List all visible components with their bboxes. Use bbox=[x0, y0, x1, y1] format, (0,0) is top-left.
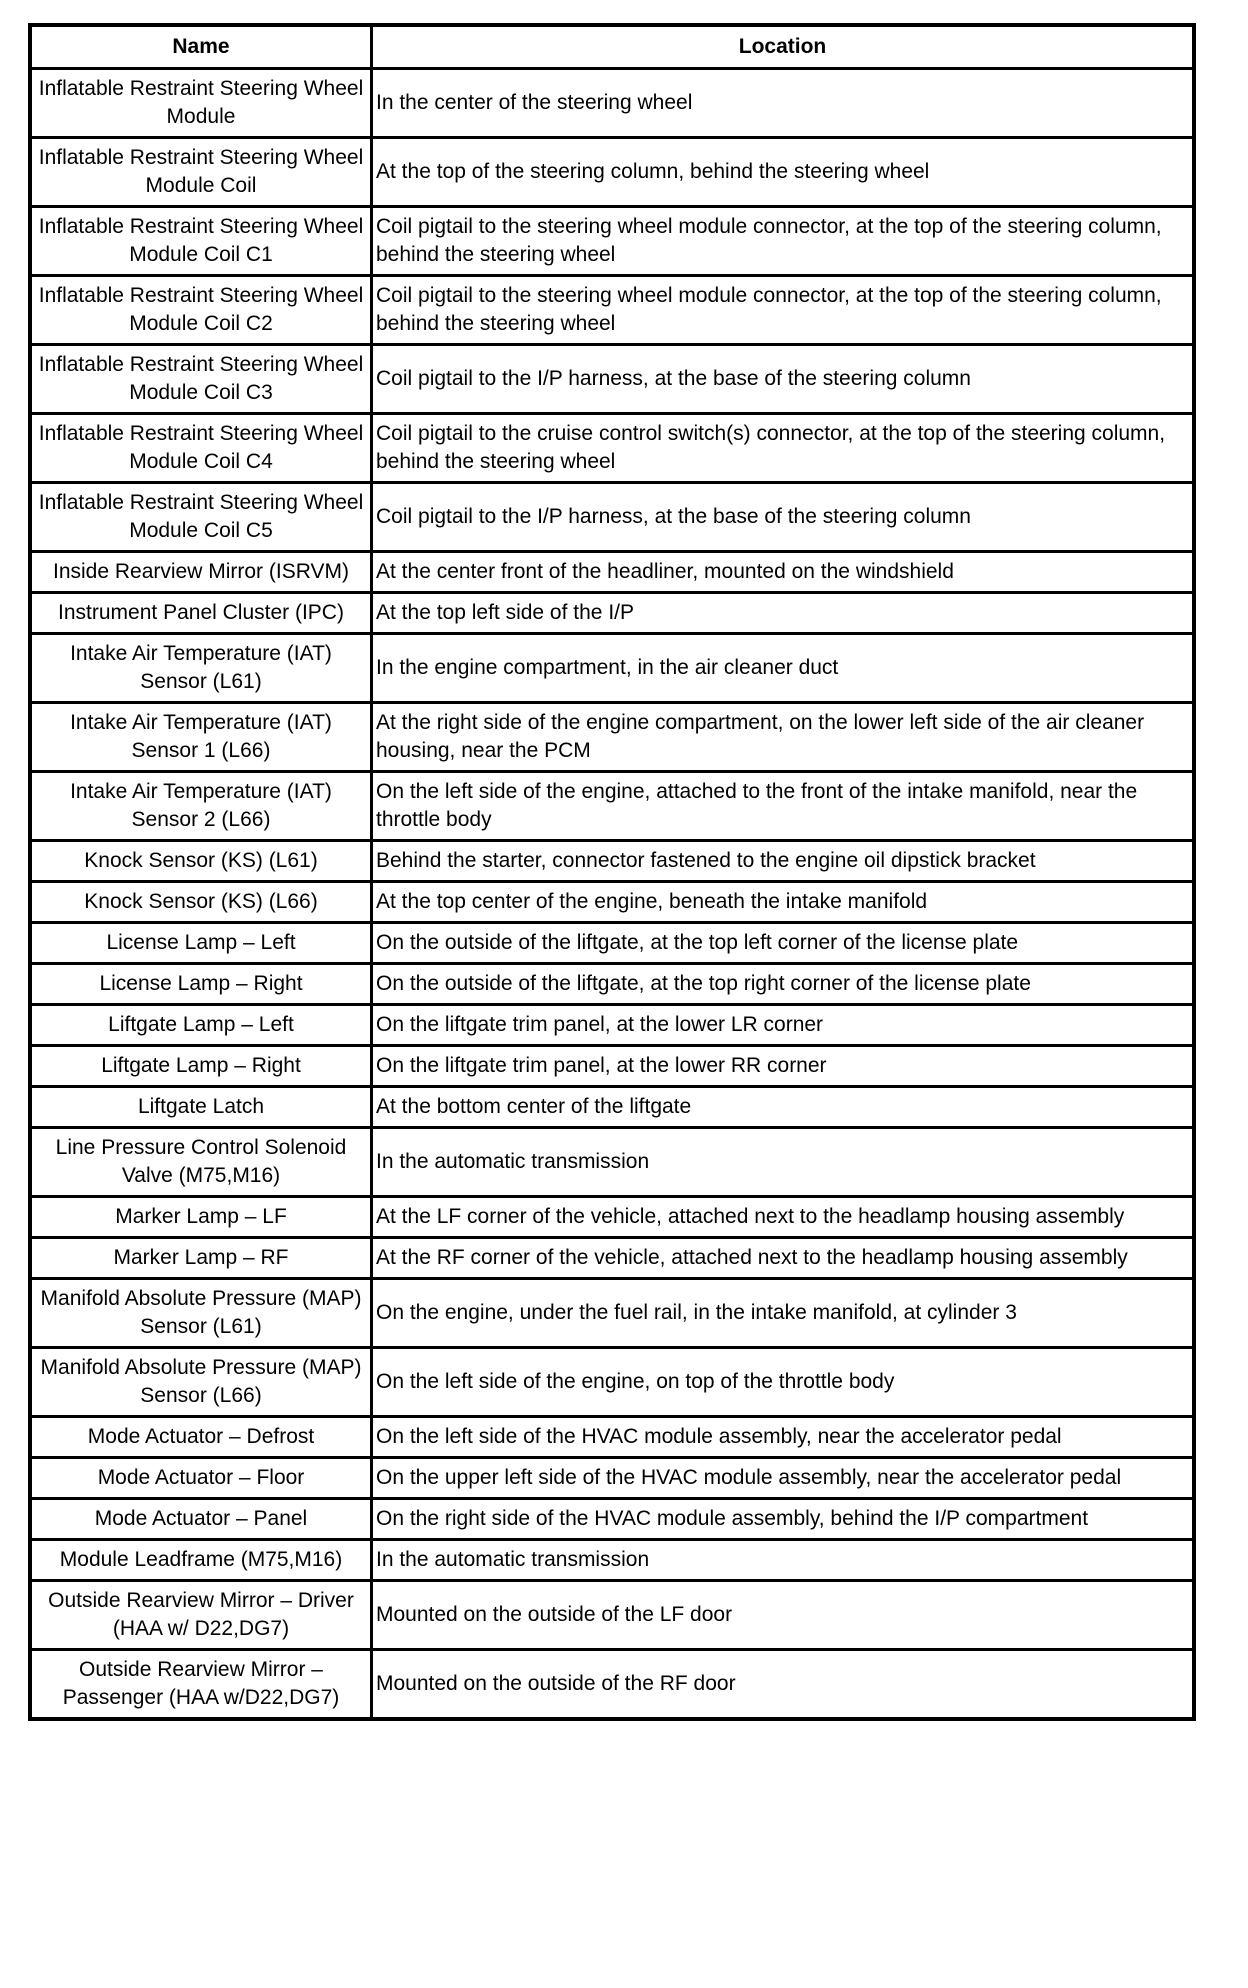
component-location: On the liftgate trim panel, at the lower LR corner bbox=[372, 1005, 1195, 1046]
component-name: Module Leadframe (M75,M16) bbox=[30, 1540, 372, 1581]
component-location: At the right side of the engine compartment, on the lower left side of the air cleaner housing, near the PCM bbox=[372, 703, 1195, 772]
component-location: At the bottom center of the liftgate bbox=[372, 1087, 1195, 1128]
component-name: Line Pressure Control Solenoid Valve (M75,M16) bbox=[30, 1128, 372, 1197]
component-name: Inflatable Restraint Steering Wheel Module Coil bbox=[30, 138, 372, 207]
component-name: Inflatable Restraint Steering Wheel Module bbox=[30, 69, 372, 138]
component-location: At the top of the steering column, behind the steering wheel bbox=[372, 138, 1195, 207]
component-location: On the left side of the engine, attached to the front of the intake manifold, near the throttle body bbox=[372, 772, 1195, 841]
component-location: On the upper left side of the HVAC module assembly, near the accelerator pedal bbox=[372, 1458, 1195, 1499]
table-row bbox=[30, 1417, 1194, 1458]
header-location: Location bbox=[372, 25, 1195, 69]
table-row bbox=[30, 414, 1194, 483]
component-location: At the top center of the engine, beneath the intake manifold bbox=[372, 882, 1195, 923]
table-row bbox=[30, 703, 1194, 772]
table-row bbox=[30, 69, 1194, 138]
component-location: On the left side of the HVAC module assembly, near the accelerator pedal bbox=[372, 1417, 1195, 1458]
table-row bbox=[30, 882, 1194, 923]
component-name: Knock Sensor (KS) (L66) bbox=[30, 882, 372, 923]
component-name: Inflatable Restraint Steering Wheel Module Coil C5 bbox=[30, 483, 372, 552]
component-location: At the top left side of the I/P bbox=[372, 593, 1195, 634]
component-name: Knock Sensor (KS) (L61) bbox=[30, 841, 372, 882]
component-name: Instrument Panel Cluster (IPC) bbox=[30, 593, 372, 634]
component-location: In the automatic transmission bbox=[372, 1128, 1195, 1197]
table-row bbox=[30, 1046, 1194, 1087]
component-location: At the LF corner of the vehicle, attached next to the headlamp housing assembly bbox=[372, 1197, 1195, 1238]
table-row bbox=[30, 841, 1194, 882]
component-name: Liftgate Latch bbox=[30, 1087, 372, 1128]
component-location: Mounted on the outside of the LF door bbox=[372, 1581, 1195, 1650]
component-location: On the right side of the HVAC module assembly, behind the I/P compartment bbox=[372, 1499, 1195, 1540]
table-row bbox=[30, 634, 1194, 703]
table-row bbox=[30, 1348, 1194, 1417]
component-name: Liftgate Lamp – Right bbox=[30, 1046, 372, 1087]
component-name: Inflatable Restraint Steering Wheel Module Coil C4 bbox=[30, 414, 372, 483]
component-name: Intake Air Temperature (IAT) Sensor 1 (L66) bbox=[30, 703, 372, 772]
component-location: Mounted on the outside of the RF door bbox=[372, 1650, 1195, 1720]
component-location-table bbox=[28, 23, 1196, 1721]
component-name: License Lamp – Left bbox=[30, 923, 372, 964]
component-name: Intake Air Temperature (IAT) Sensor (L61) bbox=[30, 634, 372, 703]
component-name: Mode Actuator – Defrost bbox=[30, 1417, 372, 1458]
component-name: Manifold Absolute Pressure (MAP) Sensor (L66) bbox=[30, 1348, 372, 1417]
header-name: Name bbox=[30, 25, 372, 69]
table-row bbox=[30, 1650, 1194, 1720]
table-row bbox=[30, 1458, 1194, 1499]
table-row bbox=[30, 276, 1194, 345]
component-name: Marker Lamp – RF bbox=[30, 1238, 372, 1279]
table-row bbox=[30, 1005, 1194, 1046]
component-name: Inflatable Restraint Steering Wheel Module Coil C2 bbox=[30, 276, 372, 345]
table-row bbox=[30, 207, 1194, 276]
table-row bbox=[30, 772, 1194, 841]
component-name: Intake Air Temperature (IAT) Sensor 2 (L66) bbox=[30, 772, 372, 841]
table-header-row bbox=[30, 25, 1194, 69]
component-location: At the center front of the headliner, mounted on the windshield bbox=[372, 552, 1195, 593]
component-name: Mode Actuator – Panel bbox=[30, 1499, 372, 1540]
table-row bbox=[30, 1197, 1194, 1238]
component-name: Mode Actuator – Floor bbox=[30, 1458, 372, 1499]
component-name: Outside Rearview Mirror – Driver (HAA w/ D22,DG7) bbox=[30, 1581, 372, 1650]
component-location: On the outside of the liftgate, at the top right corner of the license plate bbox=[372, 964, 1195, 1005]
table-row bbox=[30, 1087, 1194, 1128]
component-location: On the left side of the engine, on top of the throttle body bbox=[372, 1348, 1195, 1417]
component-name: Inflatable Restraint Steering Wheel Module Coil C3 bbox=[30, 345, 372, 414]
component-location: In the center of the steering wheel bbox=[372, 69, 1195, 138]
component-location: On the engine, under the fuel rail, in the intake manifold, at cylinder 3 bbox=[372, 1279, 1195, 1348]
component-name: Manifold Absolute Pressure (MAP) Sensor (L61) bbox=[30, 1279, 372, 1348]
component-location: In the automatic transmission bbox=[372, 1540, 1195, 1581]
table-row bbox=[30, 593, 1194, 634]
table-row bbox=[30, 1581, 1194, 1650]
component-name: Inside Rearview Mirror (ISRVM) bbox=[30, 552, 372, 593]
component-location: Behind the starter, connector fastened to the engine oil dipstick bracket bbox=[372, 841, 1195, 882]
table-row bbox=[30, 1540, 1194, 1581]
component-location: At the RF corner of the vehicle, attached next to the headlamp housing assembly bbox=[372, 1238, 1195, 1279]
component-location: Coil pigtail to the I/P harness, at the base of the steering column bbox=[372, 483, 1195, 552]
table-row bbox=[30, 1499, 1194, 1540]
component-location: On the outside of the liftgate, at the top left corner of the license plate bbox=[372, 923, 1195, 964]
table-row bbox=[30, 1128, 1194, 1197]
table-row bbox=[30, 923, 1194, 964]
component-name: Marker Lamp – LF bbox=[30, 1197, 372, 1238]
component-location: Coil pigtail to the cruise control switch(s) connector, at the top of the steering column, behind the steering wheel bbox=[372, 414, 1195, 483]
component-location: Coil pigtail to the steering wheel module connector, at the top of the steering column, behind the steering wheel bbox=[372, 207, 1195, 276]
table-row bbox=[30, 138, 1194, 207]
table-row bbox=[30, 483, 1194, 552]
table-row bbox=[30, 345, 1194, 414]
table-row bbox=[30, 964, 1194, 1005]
component-name: Liftgate Lamp – Left bbox=[30, 1005, 372, 1046]
component-name: Inflatable Restraint Steering Wheel Module Coil C1 bbox=[30, 207, 372, 276]
component-location: Coil pigtail to the steering wheel module connector, at the top of the steering column, behind the steering wheel bbox=[372, 276, 1195, 345]
table-row bbox=[30, 552, 1194, 593]
component-location: In the engine compartment, in the air cleaner duct bbox=[372, 634, 1195, 703]
component-name: License Lamp – Right bbox=[30, 964, 372, 1005]
component-location: Coil pigtail to the I/P harness, at the base of the steering column bbox=[372, 345, 1195, 414]
table-row bbox=[30, 1279, 1194, 1348]
component-location: On the liftgate trim panel, at the lower RR corner bbox=[372, 1046, 1195, 1087]
table-row bbox=[30, 1238, 1194, 1279]
component-name: Outside Rearview Mirror – Passenger (HAA w/D22,DG7) bbox=[30, 1650, 372, 1720]
